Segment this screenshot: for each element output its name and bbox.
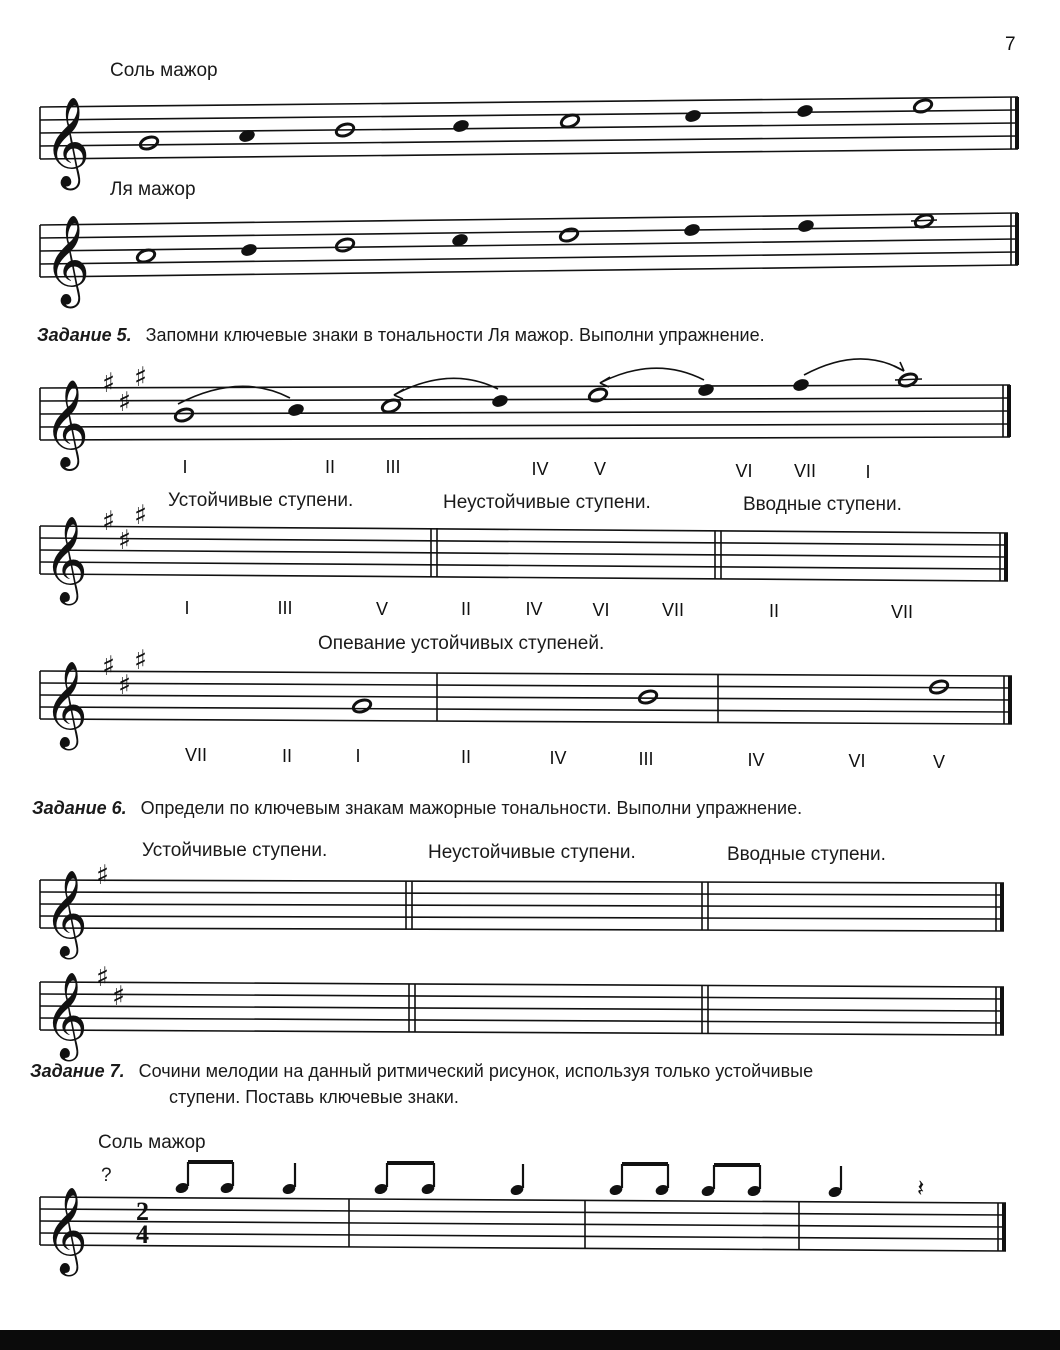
staff-task6-one-sharp: [40, 880, 1004, 931]
degree-label: IV: [747, 750, 765, 770]
degree-label: VII: [184, 745, 208, 765]
degree-label: III: [638, 749, 654, 769]
degree-label: V: [932, 752, 946, 772]
sharp-icon: ♯: [118, 387, 132, 418]
scale-title-a-major: Ля мажор: [110, 179, 196, 200]
note-head: [683, 222, 702, 238]
slur-arrow: [804, 359, 904, 375]
note-head: [287, 402, 306, 418]
sharp-icon: ♯: [96, 962, 110, 993]
heading-leading-degrees: Вводные ступени.: [743, 494, 902, 515]
task6-label: Задание 6.: [32, 798, 127, 818]
scale-title-g-major: Соль мажор: [110, 60, 218, 81]
note-head: [792, 377, 811, 393]
sharp-icon: ♯: [112, 981, 126, 1012]
heading-unstable-degrees: Неустойчивые ступени.: [428, 842, 636, 863]
whole-note: [638, 689, 659, 705]
degree-label: I: [865, 462, 871, 482]
quarter-rest-icon: 𝄽: [917, 1174, 925, 1202]
staff-g-major: [40, 97, 1018, 159]
task7-key-title: Соль мажор: [98, 1132, 206, 1153]
treble-clef-icon: 𝄞: [44, 97, 91, 187]
treble-clef-icon: 𝄞: [44, 516, 88, 602]
staff-task7-rhythm: [40, 1197, 1006, 1251]
sharp-icon: ♯: [102, 506, 116, 537]
degree-label: I: [355, 746, 361, 766]
treble-clef-icon: 𝄞: [44, 1187, 88, 1273]
note-head: [697, 382, 716, 398]
degree-label: II: [460, 747, 472, 767]
degree-label: V: [593, 459, 607, 479]
sharp-icon: ♯: [118, 670, 132, 701]
treble-clef-icon: 𝄞: [44, 215, 91, 305]
whole-note: [913, 98, 934, 114]
degree-label: III: [277, 598, 293, 618]
staff-task5-scale: [40, 385, 1010, 440]
degree-label: VI: [848, 751, 866, 771]
heading-unstable-degrees: Неустойчивые ступени.: [443, 492, 651, 513]
treble-clef-icon: 𝄞: [44, 661, 88, 747]
sharp-icon: ♯: [134, 362, 148, 393]
note-head: [240, 242, 259, 258]
task7-text-line2: ступени. Поставь ключевые знаки.: [169, 1087, 459, 1107]
staff-task6-two-sharps: [40, 982, 1004, 1035]
degree-label: II: [281, 746, 293, 766]
degree-label: VII: [661, 600, 685, 620]
treble-clef-icon: 𝄞: [44, 870, 88, 956]
whole-note: [139, 135, 160, 151]
sharp-icon: ♯: [118, 525, 132, 556]
whole-note: [588, 387, 609, 403]
note-head: [797, 218, 816, 234]
degree-label: VI: [592, 600, 610, 620]
note-head: [684, 108, 703, 124]
slur-arrow: [600, 368, 704, 383]
whole-note: [352, 698, 373, 714]
task5-label: Задание 5.: [37, 325, 132, 345]
note-head: [452, 118, 471, 134]
whole-note: [174, 407, 195, 423]
arrow-head-icon: [394, 389, 404, 399]
time-signature-bottom: 4: [136, 1220, 149, 1249]
degree-label: II: [324, 457, 336, 477]
degree-label: III: [385, 457, 401, 477]
degree-label: II: [460, 599, 472, 619]
sharp-icon: ♯: [134, 645, 148, 676]
heading-stable-degrees: Устойчивые ступени.: [142, 840, 328, 861]
task7-label: Задание 7.: [30, 1061, 125, 1081]
time-signature-top: 2: [136, 1197, 149, 1226]
degree-label: IV: [531, 459, 549, 479]
sharp-icon: ♯: [102, 651, 116, 682]
sharp-icon: ♯: [96, 860, 110, 891]
degree-label: IV: [525, 599, 543, 619]
sharp-icon: ♯: [102, 368, 116, 399]
question-mark: ?: [101, 1165, 112, 1186]
ledger-line: [911, 220, 937, 221]
note-head: [796, 103, 815, 119]
note-head: [491, 393, 510, 409]
ledger-line: [895, 379, 922, 380]
scan-border: [0, 1330, 1060, 1350]
heading-leading-degrees: Вводные ступени.: [727, 844, 886, 865]
staff-task5-embellishment: [40, 671, 1012, 724]
treble-clef-icon: 𝄞: [44, 972, 88, 1058]
arrow-head-icon: [894, 362, 904, 371]
degree-label: I: [182, 457, 188, 477]
sharp-icon: ♯: [134, 500, 148, 531]
degree-label: VII: [793, 461, 817, 481]
slur-arrow: [178, 386, 290, 404]
heading-stable-degrees: Устойчивые ступени.: [168, 490, 354, 511]
degree-label: VII: [890, 602, 914, 622]
treble-clef-icon: 𝄞: [44, 378, 89, 467]
page-number: 7: [1005, 34, 1016, 55]
staff-task5-degrees: [40, 526, 1008, 581]
degree-label: VI: [735, 461, 753, 481]
degree-label: IV: [549, 748, 567, 768]
task6-text: Определи по ключевым знакам мажорные тональности. Выполни упражнение.: [140, 798, 803, 818]
degree-label: I: [184, 598, 190, 618]
whole-note: [559, 227, 580, 243]
task7-text-line1: Сочини мелодии на данный ритмический рисунок, используя только устойчивые: [138, 1061, 814, 1081]
whole-note: [335, 237, 356, 253]
degree-label: V: [375, 599, 389, 619]
heading-embellishment: Опевание устойчивых ступеней.: [318, 633, 605, 654]
staff-a-major: [40, 213, 1018, 277]
degree-label: II: [768, 601, 780, 621]
task5-text: Запомни ключевые знаки в тональности Ля мажор. Выполни упражнение.: [145, 325, 765, 345]
